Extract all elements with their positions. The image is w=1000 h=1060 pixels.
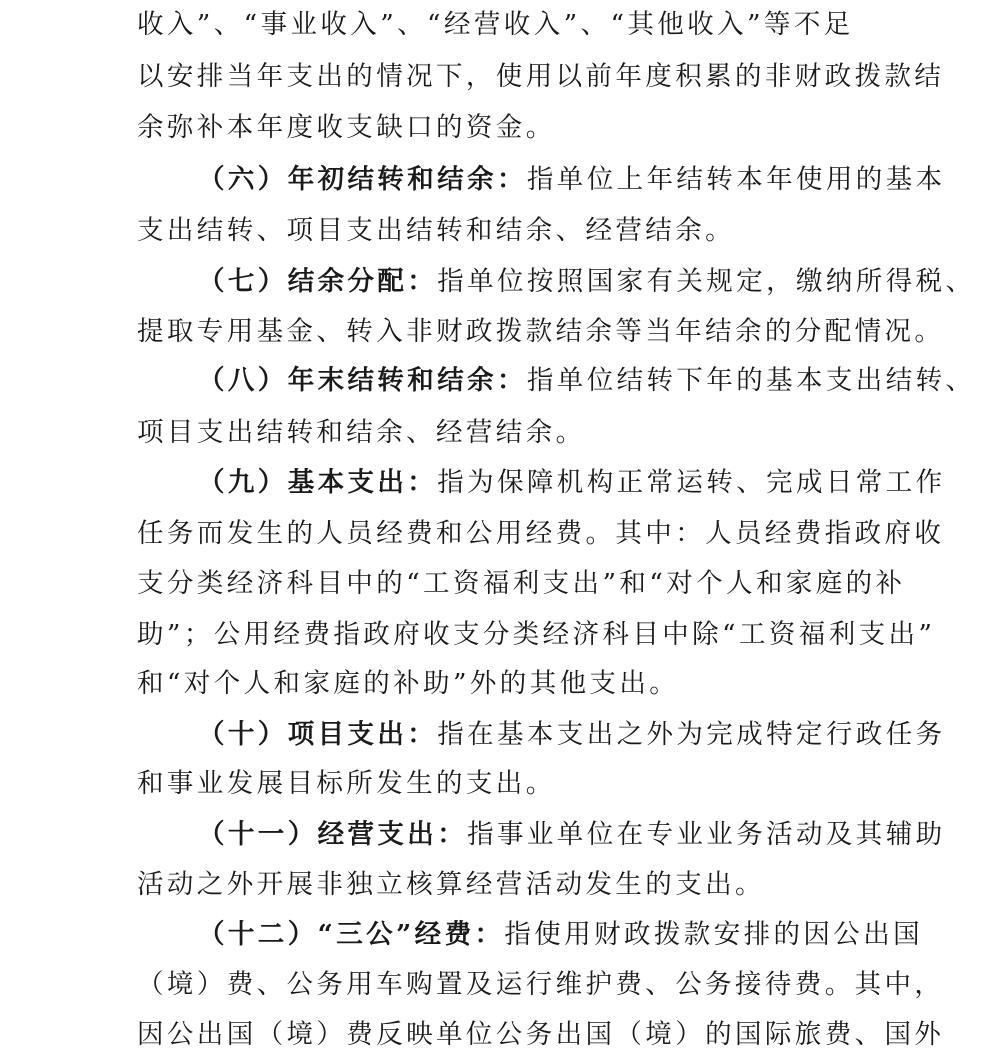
text-line: 支分类经济科目中的“工资福利支出”和“对个人和家庭的补 xyxy=(137,568,906,599)
term-heading: （七）结余分配： xyxy=(198,266,438,297)
paragraph-first-line xyxy=(198,710,958,760)
text-line: 提取专用基金、转入非财政拨款结余等当年结余的分配情况。 xyxy=(137,316,945,347)
paragraph-first-line xyxy=(198,257,976,307)
text-line: 收入”、“事业收入”、“经营收入”、“其他收入”等不足 xyxy=(137,9,854,40)
text-line: 活动之外开展非独立核算经营活动发生的支出。 xyxy=(137,869,765,900)
text-line: 和“对个人和家庭的补助”外的其他支出。 xyxy=(137,668,680,699)
text-line: 助”；公用经费指政府收支分类经济科目中除“工资福利支出” xyxy=(137,619,936,650)
text-line: 支出结转、项目支出结转和结余、经营结余。 xyxy=(137,215,735,246)
definition-text: 指为保障机构正常运转、完成日常工作 xyxy=(437,467,946,498)
term-heading: （九）基本支出： xyxy=(198,467,438,498)
text-line: 和事业发展目标所发生的支出。 xyxy=(137,768,556,799)
definition-text: 指单位结转下年的基本支出结转、 xyxy=(526,365,976,396)
paragraph-first-line xyxy=(198,810,958,860)
term-heading: （六）年初结转和结余： xyxy=(198,164,527,195)
definition-text: 指单位按照国家有关规定，缴纳所得税、 xyxy=(437,266,976,297)
definition-text: 指使用财政拨款安排的因公出国 xyxy=(504,919,923,950)
text-line: 任务而发生的人员经费和公用经费。其中：人员经费指政府收 xyxy=(137,518,945,549)
paragraph-first-line xyxy=(198,458,958,508)
text-line: 余弥补本年度收支缺口的资金。 xyxy=(137,112,556,143)
definition-text: 指单位上年结转本年使用的基本 xyxy=(526,164,946,195)
definition-text: 指在基本支出之外为完成特定行政任务 xyxy=(437,719,946,750)
text-line: 以安排当年支出的情况下，使用以前年度积累的非财政拨款结 xyxy=(137,61,945,92)
text-line: （境）费、公务用车购置及运行维护费、公务接待费。其中， xyxy=(137,969,945,1000)
text-line: 项目支出结转和结余、经营结余。 xyxy=(137,417,586,448)
definition-text: 指事业单位在专业业务活动及其辅助 xyxy=(467,819,946,850)
term-heading: （八）年末结转和结余： xyxy=(198,365,527,396)
paragraph-first-line xyxy=(198,910,958,960)
paragraph-first-line xyxy=(198,155,958,205)
paragraph-first-line xyxy=(198,356,976,406)
text-line: 因公出国（境）费反映单位公务出国（境）的国际旅费、国外 xyxy=(137,1019,945,1050)
term-heading: （十一）经营支出： xyxy=(198,819,468,850)
term-heading: （十）项目支出： xyxy=(198,719,438,750)
term-heading: （十二）“三公”经费： xyxy=(198,919,505,950)
